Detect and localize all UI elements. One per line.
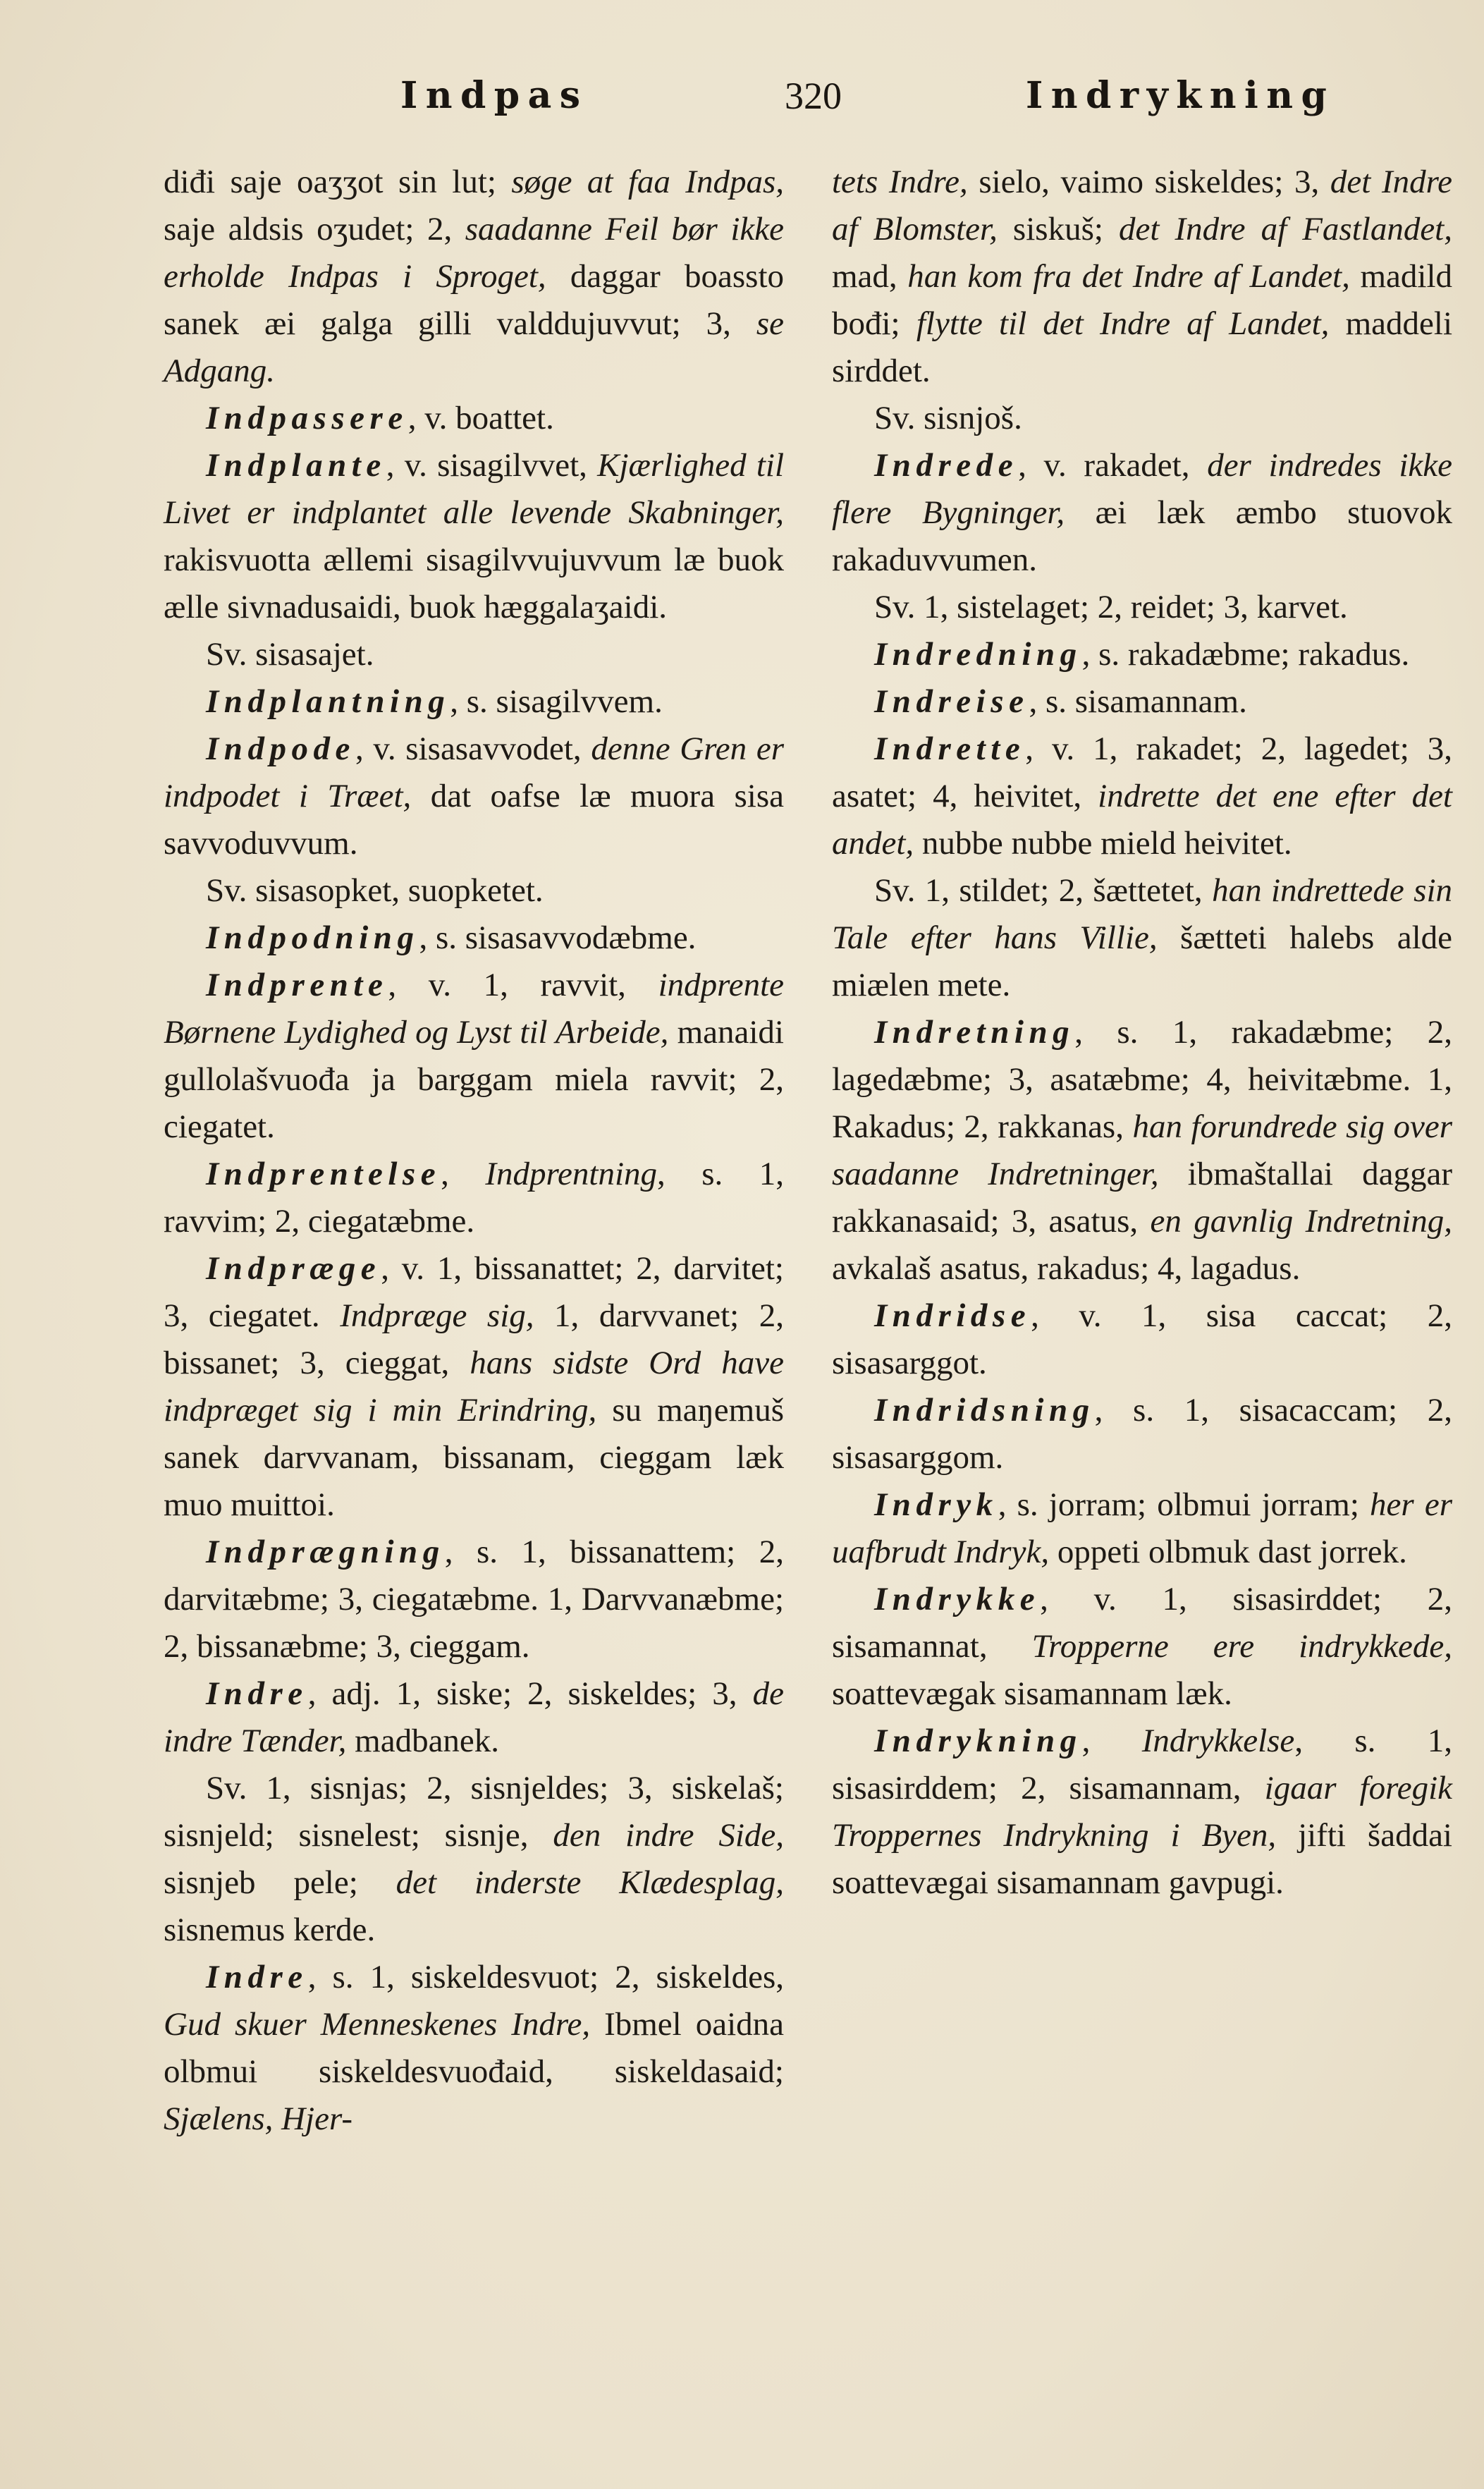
dictionary-entry	[164, 442, 784, 631]
entry-text: avkalaš asatus, rakadus; 4, lagadus.	[832, 1250, 1301, 1287]
entry-text: , v. rakadet,	[1018, 447, 1208, 484]
entry-example: han kom fra det Indre af Landet,	[907, 258, 1350, 295]
entry-headword: Indprægning	[206, 1534, 445, 1570]
entry-text: , v. boattet.	[407, 400, 554, 436]
dictionary-entry	[164, 159, 784, 395]
entry-text: , adj. 1, siske; 2, siskeldes; 3,	[307, 1675, 753, 1712]
entry-text: su maŋemuš sanek darvvanam, bissanam, cieggam læk muo muittoi.	[164, 1392, 784, 1523]
dictionary-entry	[832, 678, 1452, 726]
entry-example: tets Indre,	[832, 164, 968, 200]
entry-example: Indrykkelse	[1141, 1723, 1295, 1759]
entry-text: , v. sisasavvodet,	[355, 730, 591, 767]
entry-text: nubbe nubbe mield heivitet.	[914, 825, 1292, 862]
entry-example: han forundrede sig over saadanne Indretninger,	[832, 1108, 1452, 1192]
entry-text: , s. 1, sisacaccam; 2, sisasarggom.	[832, 1392, 1452, 1476]
dictionary-entry	[832, 1481, 1452, 1576]
entry-example: Indprentning	[485, 1156, 658, 1192]
entry-text: , s. 1, bissanattem; 2, darvitæbme; 3, ciegatæbme. 1, Darvvanæbme; 2, bissanæbme; 3, cieggam.	[164, 1534, 784, 1665]
entry-text: ,	[441, 1156, 486, 1192]
entry-text: jifti šaddai soattevægai sisamannam gavpugi.	[832, 1817, 1452, 1901]
entry-example: se Adgang.	[164, 305, 784, 389]
dictionary-entry	[832, 395, 1452, 442]
entry-headword: Indpodning	[206, 919, 419, 956]
entry-text: , s. rakadæbme; rakadus.	[1081, 636, 1410, 673]
entry-headword: Indprentelse	[206, 1156, 441, 1192]
entry-text: , s. 1, rakadæbme; 2, lagedæbme; 3, asatæbme; 4, heivitæbme. 1, Rakadus; 2, rakkanas,	[832, 1014, 1452, 1145]
entry-example: denne Gren er indpodet i Træet,	[164, 730, 784, 814]
entry-text: Sv. sisasajet.	[206, 636, 374, 673]
entry-text: Sv. sisasopket, suopketet.	[206, 872, 544, 909]
entry-text: siskuš;	[997, 211, 1119, 247]
entry-text: sisnjeb pele;	[164, 1864, 396, 1901]
entry-text: sisnemus kerde.	[164, 1912, 376, 1948]
left-column	[164, 159, 784, 2143]
entry-headword: Indre	[206, 1675, 308, 1712]
entry-example: igaar foregik Troppernes Indrykning i Byen,	[832, 1770, 1452, 1854]
entry-text: , v. 1, ravvit,	[388, 967, 658, 1003]
entry-text: , s. sisamannam.	[1029, 683, 1247, 720]
entry-example: en gavnlig Indretning,	[1150, 1203, 1452, 1240]
entry-text: madbanek.	[346, 1723, 500, 1759]
entry-headword: Indrykning	[874, 1723, 1082, 1759]
dictionary-entry	[164, 1529, 784, 1670]
right-guide-word: Indrykning	[1026, 74, 1335, 117]
entry-headword: Indridsning	[874, 1392, 1095, 1429]
entry-headword: Indplante	[206, 447, 386, 484]
entry-text: Sv. 1, sistelaget; 2, reidet; 3, karvet.	[874, 589, 1348, 625]
entry-text: , s. 1, ravvim; 2, ciegatæbme.	[164, 1156, 785, 1240]
entry-text: Ibmel oaidna olbmui siskeldesvuođaid, siskeldasaid;	[164, 2006, 784, 2090]
entry-headword: Indprente	[206, 967, 388, 1003]
entry-text: ,	[1081, 1723, 1142, 1759]
entry-headword: Indridse	[874, 1297, 1031, 1334]
dictionary-entry	[832, 442, 1452, 584]
entry-example: det Indre af Blomster,	[832, 164, 1452, 247]
entry-headword: Indredning	[874, 636, 1082, 673]
dictionary-entry	[832, 1387, 1452, 1481]
entry-example: Sjælens, Hjer-	[164, 2100, 352, 2137]
entry-example: Gud skuer Menneskenes Indre,	[164, 2006, 591, 2043]
dictionary-entry	[164, 631, 784, 678]
right-column	[832, 159, 1452, 1907]
entry-text: sielo, vaimo siskeldes; 3,	[967, 164, 1330, 200]
entry-headword: Indpassere	[206, 400, 408, 436]
entry-text: æi læk æmbo stuovok rakaduvvumen.	[832, 494, 1452, 578]
entry-text: , v. 1, sisasirddet; 2, sisamannat,	[832, 1581, 1452, 1665]
entry-headword: Indryk	[874, 1486, 998, 1523]
dictionary-entry	[832, 631, 1452, 678]
entry-example: saadanne Feil bør ikke erholde Indpas i Sproget,	[164, 211, 784, 295]
dictionary-entry	[164, 867, 784, 915]
entry-text: manaidi gullolašvuođa ja barggam miela ravvit; 2, ciegatet.	[164, 1014, 784, 1145]
entry-text: 1, darvvanet; 2, bissanet; 3, cieggat,	[164, 1297, 784, 1381]
entry-example: den indre Side,	[553, 1817, 784, 1854]
entry-text: Sv. 1, stildet; 2, šættetet,	[874, 872, 1213, 909]
dictionary-entry	[832, 584, 1452, 631]
entry-example: hans sidste Ord have indpræget sig i min Erindring,	[164, 1345, 784, 1429]
dictionary-entry	[164, 962, 784, 1151]
entry-text: oppeti olbmuk dast jorrek.	[1049, 1534, 1407, 1570]
entry-headword: Indplantning	[206, 683, 450, 720]
entry-example: han indrettede sin Tale efter hans Villie,	[832, 872, 1453, 956]
entry-headword: Indrette	[874, 730, 1026, 767]
entry-example: det Indre af Fastlandet,	[1118, 211, 1452, 247]
dictionary-entry	[164, 726, 784, 867]
dictionary-entry	[164, 1765, 784, 1954]
entry-text: , s. sisasavvodæbme.	[419, 919, 697, 956]
entry-text: dat oafse læ muora sisa savvoduvvum.	[164, 778, 785, 862]
entry-headword: Indpode	[206, 730, 355, 767]
entry-text: , v. 1, bissanattet; 2, darvitet; 3, ciegatet.	[164, 1250, 784, 1334]
entry-text: Sv. 1, sisnjas; 2, sisnjeldes; 3, siskelaš; sisnjeld; sisnelest; sisnje,	[164, 1770, 784, 1854]
entry-headword: Indpræge	[206, 1250, 381, 1287]
entry-text: daggar boassto sanek æi galga gilli valddujuvvut; 3,	[164, 258, 785, 342]
dictionary-entry	[832, 867, 1452, 1009]
entry-text: , v. sisagilvvet,	[386, 447, 598, 484]
entry-example: indprente Børnene Lydighed og Lyst til Arbeide,	[164, 967, 784, 1051]
entry-text: , s. 1, sisasirddem; 2, sisamannam,	[832, 1723, 1452, 1806]
entry-example: det inderste Klædesplag,	[395, 1864, 784, 1901]
dictionary-entry	[832, 1576, 1452, 1718]
dictionary-entry	[164, 1670, 784, 1765]
dictionary-entry	[164, 678, 784, 726]
entry-example: Kjærlighed til Livet er indplantet alle levende Skabninger,	[164, 447, 784, 531]
entry-headword: Indreise	[874, 683, 1029, 720]
entry-example: der indredes ikke flere Bygninger,	[832, 447, 1452, 531]
page-number: 320	[785, 75, 842, 117]
dictionary-entry	[164, 915, 784, 962]
dictionary-entry	[832, 1009, 1452, 1292]
entry-text: , s. jorram; olbmui jorram;	[998, 1486, 1370, 1523]
dictionary-entry	[164, 395, 784, 442]
entry-text: , v. 1, sisa caccat; 2, sisasarggot.	[832, 1297, 1452, 1381]
entry-example: søge at faa Indpas,	[511, 164, 784, 200]
dictionary-entry	[164, 1954, 784, 2143]
entry-example: her er uafbrudt Indryk,	[832, 1486, 1452, 1570]
entry-example: flytte til det Indre af Landet,	[916, 305, 1330, 342]
entry-text: Sv. sisnjoš.	[874, 400, 1022, 436]
left-guide-word: Indpas	[400, 74, 589, 117]
entry-text: mad,	[832, 258, 908, 295]
entry-headword: Indrykke	[874, 1581, 1041, 1617]
entry-text: rakisvuotta ællemi sisagilvvujuvvum læ buok ælle sivnadusaidi, buok hæggalaʒaidi.	[164, 542, 784, 625]
dictionary-entry	[832, 1718, 1452, 1907]
entry-text: , s. 1, siskeldesvuot; 2, siskeldes,	[307, 1959, 784, 1995]
entry-text: saje aldsis oʒudet; 2,	[164, 211, 465, 247]
entry-text: soattevægak sisamannam læk.	[832, 1675, 1232, 1712]
entry-example: Tropperne ere indrykkede,	[1031, 1628, 1452, 1665]
entry-text: , s. sisagilvvem.	[450, 683, 663, 720]
entry-headword: Indre	[206, 1959, 308, 1995]
dictionary-entry	[164, 1151, 784, 1245]
dictionary-entry	[832, 1292, 1452, 1387]
entry-example: indrette det ene efter det andet,	[832, 778, 1452, 862]
entry-example: Indpræge sig,	[340, 1297, 534, 1334]
entry-text: ibmaštallai daggar rakkanasaid; 3, asatus,	[832, 1156, 1452, 1240]
entry-headword: Indrede	[874, 447, 1019, 484]
dictionary-entry	[832, 159, 1452, 395]
dictionary-entry	[832, 726, 1452, 867]
entry-text: diđi saje oaʒʒot sin lut;	[164, 164, 512, 200]
entry-text: maddeli sirddet.	[832, 305, 1452, 389]
entry-example: de indre Tænder,	[164, 1675, 784, 1759]
entry-text: šætteti halebs alde miælen mete.	[832, 919, 1452, 1003]
entry-text: madild bođi;	[832, 258, 1453, 342]
entry-headword: Indretning	[874, 1014, 1075, 1051]
dictionary-entry	[164, 1245, 784, 1529]
entry-text: , v. 1, rakadet; 2, lagedet; 3, asatet; 4, heivitet,	[832, 730, 1452, 814]
